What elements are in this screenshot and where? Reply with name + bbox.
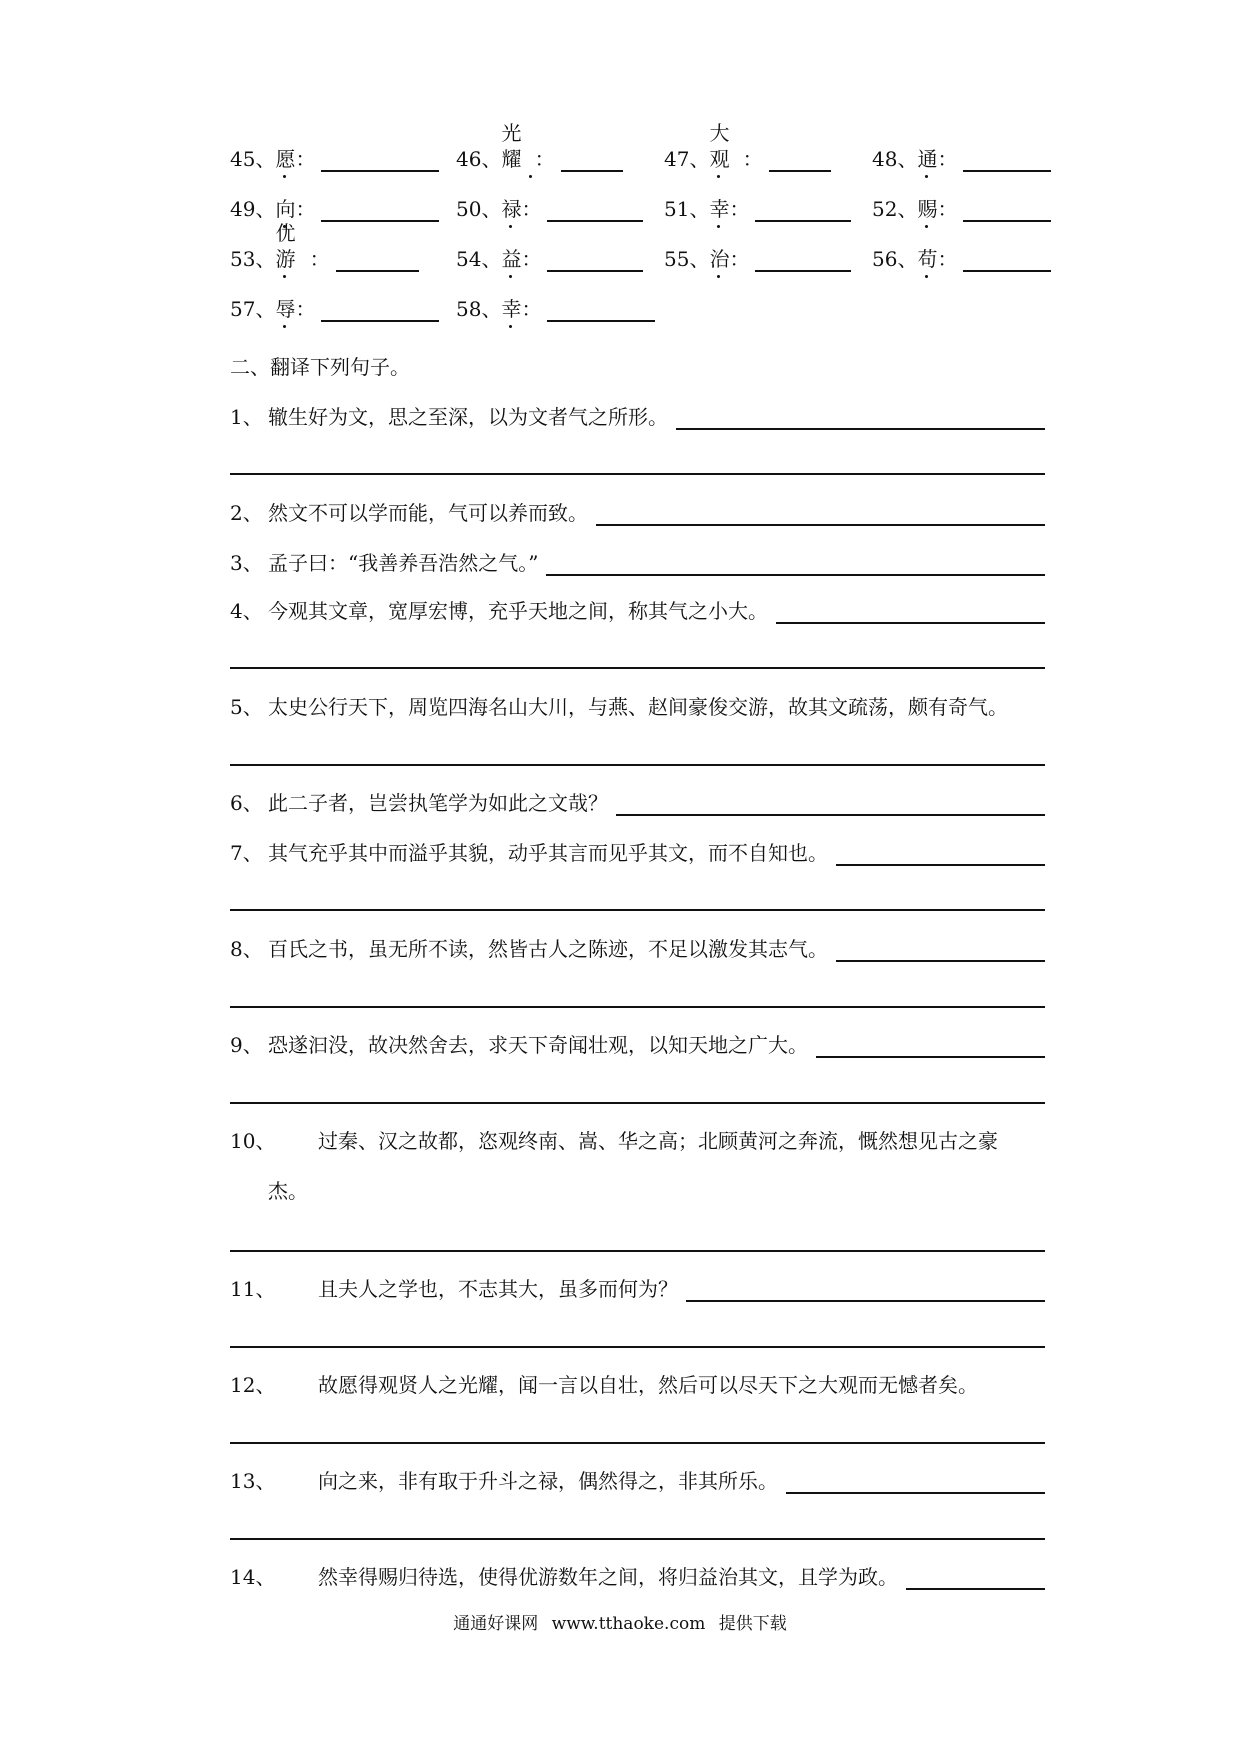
sentence-number: 12、 [230,1373,276,1397]
vocab-word: 大观 [709,120,742,172]
answer-line[interactable] [546,550,1045,576]
vocab-word: 幸 [501,296,521,322]
vocab-word: 幸 [709,196,729,222]
answer-blank[interactable] [321,196,439,222]
sentence-item [230,836,1045,866]
sentence-text: 其气充乎其中而溢乎其貌，动乎其言而见乎其文，而不自知也。 [268,841,828,865]
sentence-number: 7、 [230,841,263,865]
sentence-text-continued: 杰。 [268,1179,308,1203]
sentence-text: 今观其文章，宽厚宏博，充乎天地之间，称其气之小大。 [268,599,768,623]
sentence-text: 孟子曰：“我善养吾浩然之气。” [268,551,539,575]
answer-line[interactable] [836,840,1045,866]
answer-blank[interactable] [547,196,643,222]
answer-line[interactable] [230,1538,1045,1540]
vocab-item: 56、 苟 ： [872,236,1051,272]
section-heading: 二、翻译下列句子。 [230,355,410,379]
answer-blank[interactable] [963,196,1051,222]
vocab-item: 53、 优游 ： [230,236,419,272]
sentence-item [230,1124,1045,1154]
vocab-word: 通 [917,146,937,172]
answer-blank[interactable] [547,246,643,272]
sentence-item [230,786,1045,816]
vocab-word: 优游 [275,220,309,272]
answer-line[interactable] [230,1006,1045,1008]
sentence-text: 辙生好为文，思之至深，以为文者气之所形。 [268,405,668,429]
answer-line[interactable] [776,598,1045,624]
vocab-item: 45、 愿 ： [230,136,439,172]
answer-line[interactable] [906,1564,1045,1590]
answer-blank[interactable] [769,146,832,172]
sentence-number: 14、 [230,1565,276,1589]
sentence-item [230,1560,1045,1590]
sentence-text: 向之来，非有取于升斗之禄，偶然得之，非其所乐。 [318,1469,778,1493]
sentence-text: 故愿得观贤人之光耀，闻一言以自壮，然后可以尽天下之大观而无憾者矣。 [318,1373,978,1397]
answer-line[interactable] [786,1468,1045,1494]
sentence-number: 4、 [230,599,263,623]
vocab-word: 治 [709,246,729,272]
footer-url: www.tthaoke.com [551,1614,706,1634]
sentence-item [230,496,1045,526]
answer-blank[interactable] [547,296,655,322]
sentence-item [230,400,1045,430]
footer-site-name: 通通好课网 [453,1614,539,1634]
answer-line[interactable] [230,1102,1045,1104]
vocab-number: 52、 [872,197,918,221]
answer-blank[interactable] [561,146,624,172]
answer-line[interactable] [230,1346,1045,1348]
vocab-item: 55、 治 ： [664,236,851,272]
sentence-text: 百氏之书，虽无所不读，然皆古人之陈迹，不足以激发其志气。 [268,937,828,961]
footer-suffix: 提供下载 [718,1614,787,1634]
sentence-text: 恐遂汩没，故决然舍去，求天下奇闻壮观，以知天地之广大。 [268,1033,808,1057]
sentence-text: 然幸得赐归待选，使得优游数年之间，将归益治其文，且学为政。 [318,1565,898,1589]
vocab-word: 益 [501,246,521,272]
sentence-item [230,1272,1045,1302]
sentence-text: 然文不可以学而能，气可以养而致。 [268,501,588,525]
answer-line[interactable] [230,764,1045,766]
sentence-number: 13、 [230,1469,276,1493]
sentence-number: 1、 [230,405,263,429]
answer-line[interactable] [676,404,1045,430]
vocab-number: 55、 [664,247,710,271]
sentence-item [230,1028,1045,1058]
vocab-word: 愿 [275,146,295,172]
sentence-number: 10、 [230,1129,276,1153]
answer-blank[interactable] [963,246,1051,272]
vocab-item: 48、 通 ： [872,136,1051,172]
sentence-item [230,546,1045,576]
sentence-text: 此二子者，岂尝执笔学为如此之文哉？ [268,791,608,815]
answer-line[interactable] [816,1032,1045,1058]
answer-blank[interactable] [336,246,420,272]
vocab-number: 54、 [456,247,502,271]
vocab-number: 46、 [456,147,502,171]
vocab-item: 46、 光耀 ： [456,136,623,172]
sentence-number: 8、 [230,937,263,961]
answer-blank[interactable] [755,246,851,272]
vocab-number: 48、 [872,147,918,171]
vocab-word: 赐 [917,196,937,222]
sentence-number: 5、 [230,695,263,719]
sentence-number: 3、 [230,551,263,575]
answer-line[interactable] [596,500,1045,526]
sentence-item [230,1368,1045,1398]
answer-line[interactable] [230,1442,1045,1444]
answer-blank[interactable] [321,296,439,322]
vocab-number: 53、 [230,247,276,271]
vocab-word: 苟 [917,246,937,272]
answer-line[interactable] [836,936,1045,962]
vocab-word: 光耀 [501,120,534,172]
vocab-number: 56、 [872,247,918,271]
vocab-word: 禄 [501,196,521,222]
sentence-number: 6、 [230,791,263,815]
answer-blank[interactable] [963,146,1051,172]
vocab-number: 51、 [664,197,710,221]
sentence-number: 11、 [230,1277,276,1301]
vocab-number: 58、 [456,297,502,321]
vocab-number: 45、 [230,147,276,171]
vocab-item: 49、 向 ： [230,186,439,222]
sentence-item [230,690,1045,720]
vocab-item: 50、 禄 ： [456,186,643,222]
sentence-text: 过秦、汉之故都，恣观终南、嵩、华之高；北顾黄河之奔流，慨然想见古之豪 [318,1129,998,1153]
sentence-number: 9、 [230,1033,263,1057]
answer-line[interactable] [230,1250,1045,1252]
vocab-number: 49、 [230,197,276,221]
vocab-number: 57、 [230,297,276,321]
answer-line[interactable] [616,790,1045,816]
answer-blank[interactable] [755,196,851,222]
vocab-word: 辱 [275,296,295,322]
page-footer [0,1613,1240,1635]
vocab-word: 向 [275,196,295,222]
vocab-item: 57、 辱 ： [230,286,439,322]
sentence-number: 2、 [230,501,263,525]
answer-line[interactable] [686,1276,1045,1302]
vocab-item: 58、 幸 ： [456,286,655,322]
vocab-item: 47、 大观 ： [664,136,831,172]
answer-line[interactable] [230,667,1045,669]
sentence-item [230,594,1045,624]
vocab-item: 51、 幸 ： [664,186,851,222]
answer-line[interactable] [230,473,1045,475]
vocab-item: 52、 赐 ： [872,186,1051,222]
vocab-item: 54、 益 ： [456,236,643,272]
answer-line[interactable] [230,909,1045,911]
answer-blank[interactable] [321,146,439,172]
sentence-text: 太史公行天下，周览四海名山大川，与燕、赵间豪俊交游，故其文疏荡，颇有奇气。 [268,695,1008,719]
sentence-item [230,1464,1045,1494]
vocab-number: 50、 [456,197,502,221]
sentence-item [230,932,1045,962]
vocab-number: 47、 [664,147,710,171]
sentence-text: 且夫人之学也，不志其大，虽多而何为？ [318,1277,678,1301]
